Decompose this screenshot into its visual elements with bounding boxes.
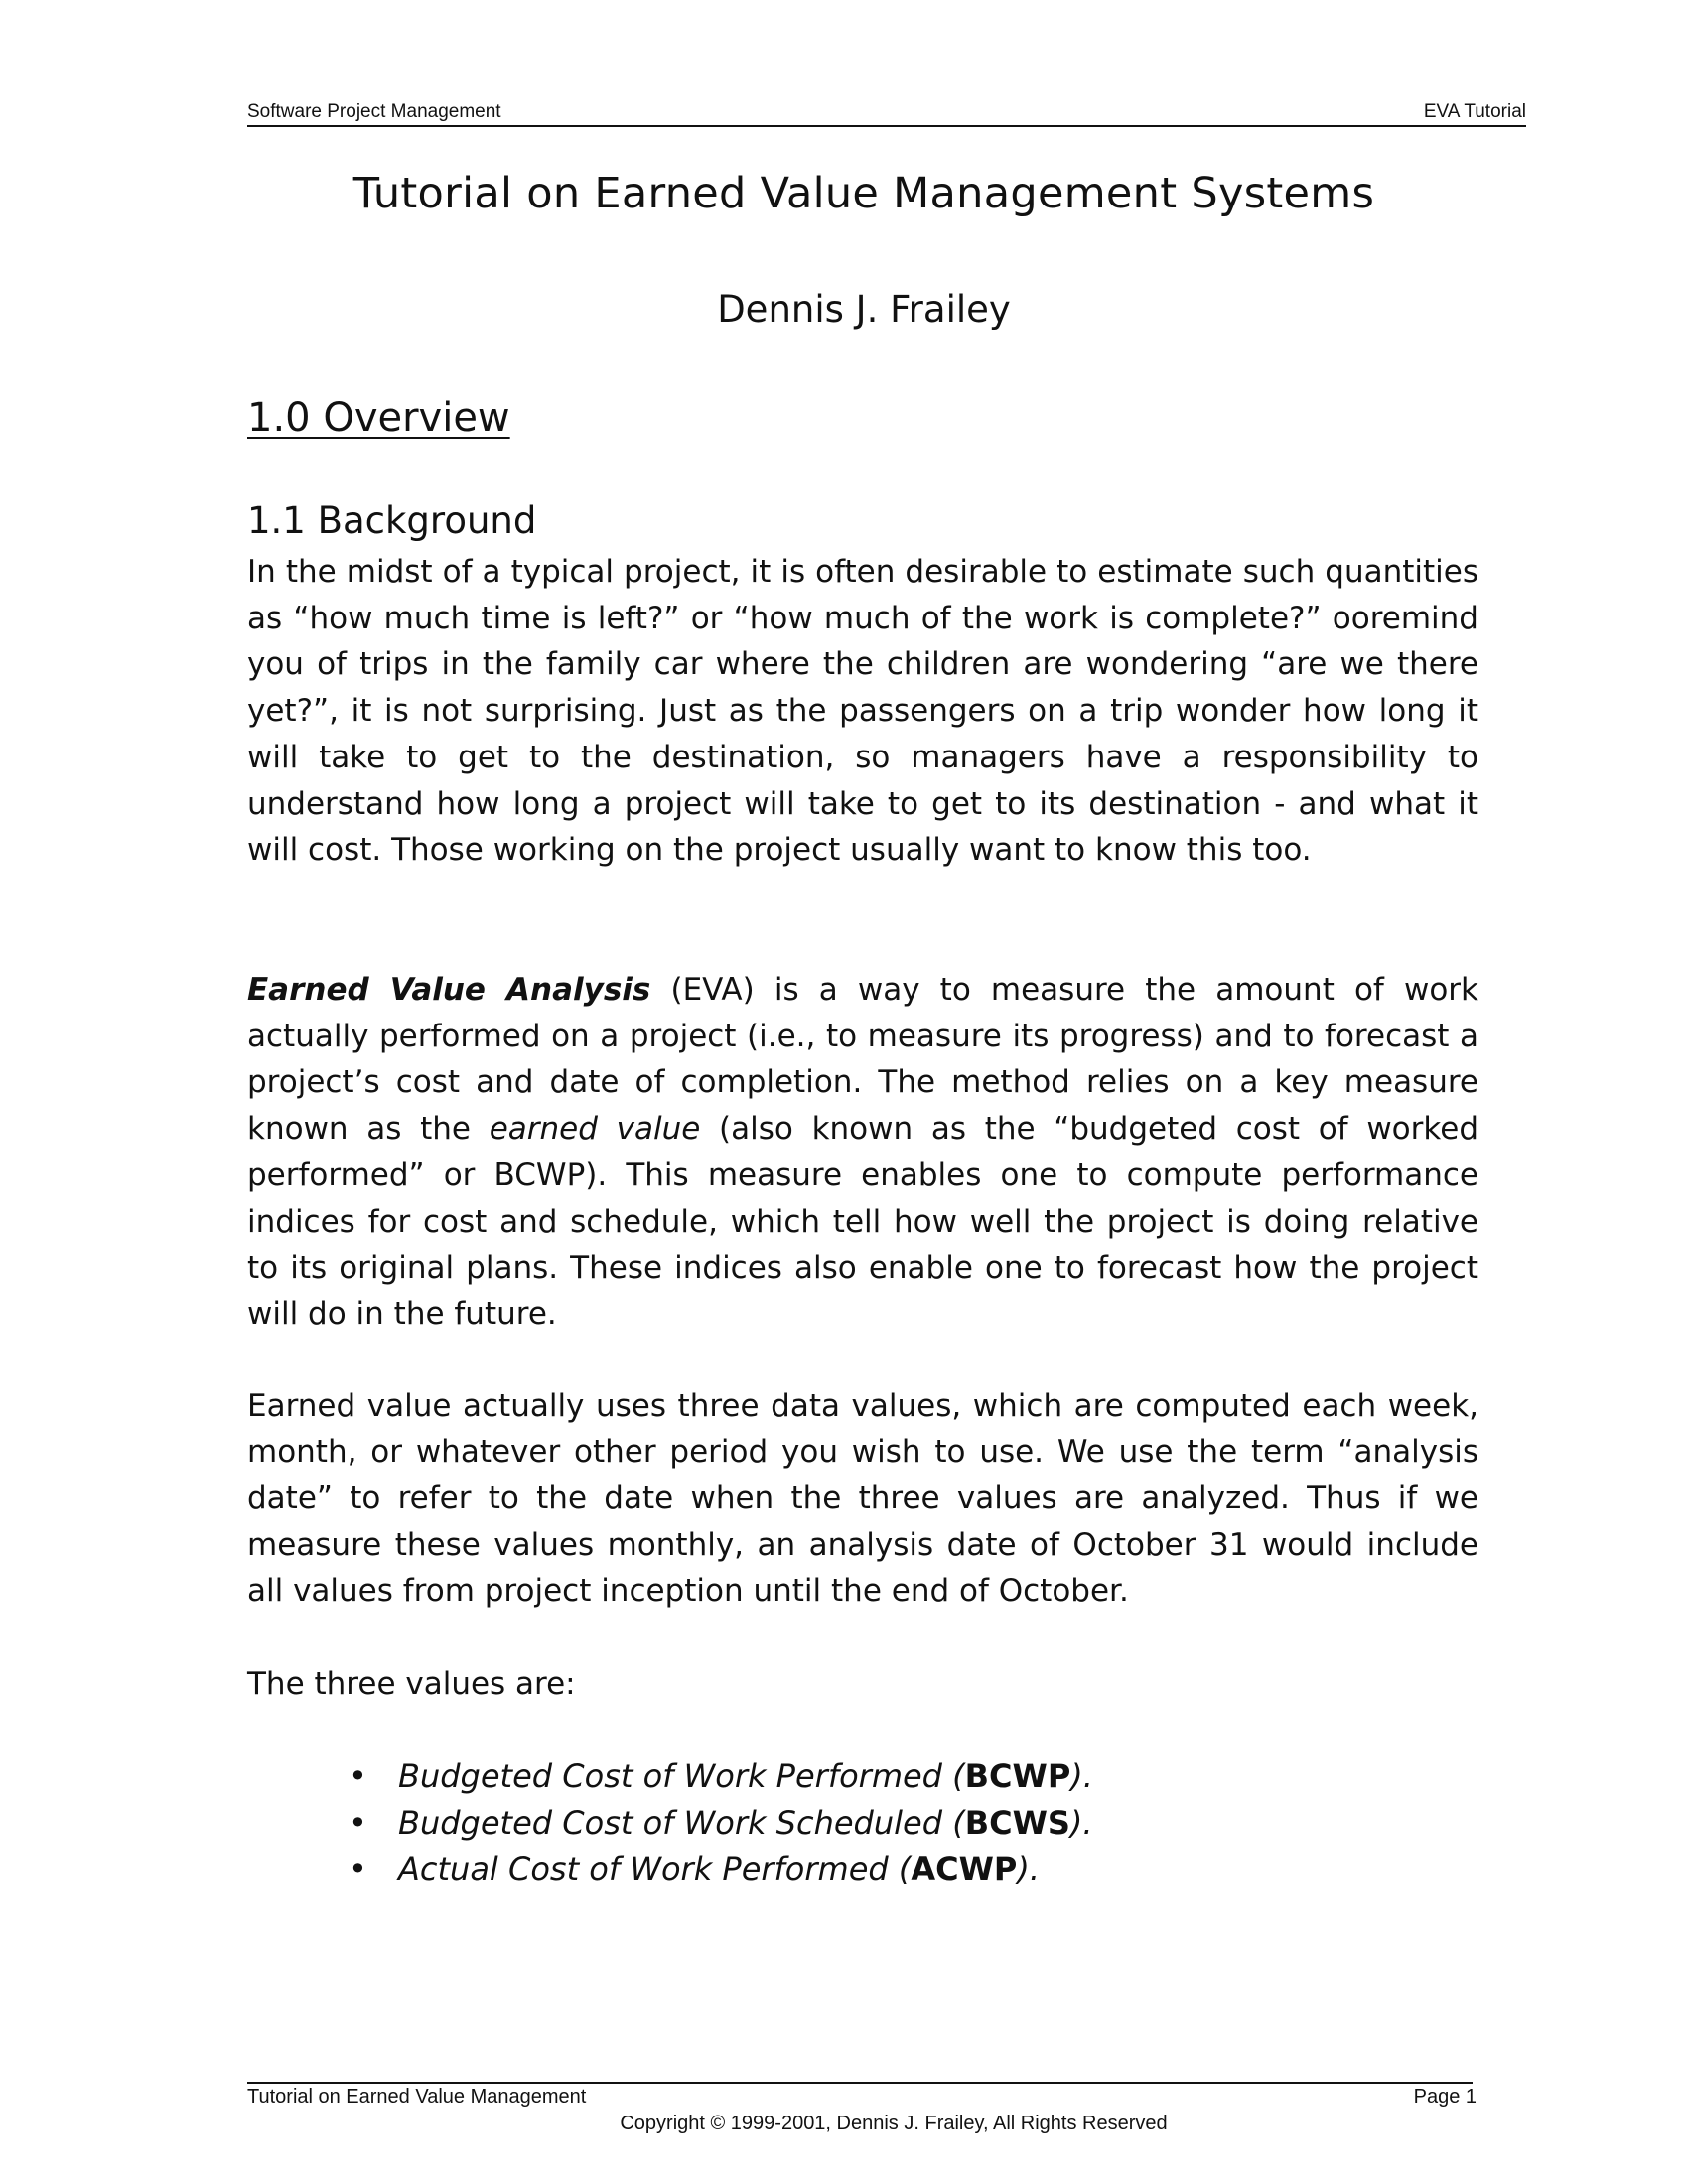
list-item-bcws (347, 1800, 1093, 1846)
paragraph-eva-text-1: (EVA) is a way to measure the amount of work actually performed on a project (i.e., to measure its progress) and to forecast a project’s cost and date of completion. The method relies on a key measure known as the (247, 972, 1478, 1148)
list-item-abbr: BCWP (964, 1757, 1071, 1795)
list-item-abbr: ACWP (911, 1850, 1018, 1888)
values-list (347, 1753, 1093, 1893)
page-number: Page 1 (1413, 2086, 1477, 2108)
paragraph-three-values-intro: The three values are: (247, 1666, 576, 1702)
list-item-bcwp (347, 1753, 1093, 1800)
paragraph-background: In the midst of a typical project, it is often desirable to estimate such quantities as “how much time is left?” or “how much of the work is complete?” ooremind you of trips in the family car where the children are wondering “are we there yet?”, it is not surprising. Just as the passengers on a trip wonder how long it will take to get to the destination, so managers have a responsibility to understand how long a project will take to get to its destination - and what it will cost. Those working on the project usually want to know this too. (247, 554, 1478, 869)
list-item-abbr: BCWS (964, 1804, 1070, 1842)
term-earned-value: earned value (489, 1111, 701, 1148)
list-item-acwp (347, 1846, 1093, 1893)
list-item-text: Actual Cost of Work Performed ( (398, 1850, 912, 1888)
list-item-suffix: ). (1069, 1804, 1093, 1842)
list-item-text: Budgeted Cost of Work Performed ( (398, 1757, 965, 1795)
document-title: Tutorial on Earned Value Management Systems (352, 169, 1375, 218)
paragraph-data-values: Earned value actually uses three data values, which are computed each week, month, or whatever other period you wish to use. We use the term “analysis date” to refer to the date when the three values are analyzed. Thus if we measure these values monthly, an analysis date of October 31 would include all values from project inception until the end of October. (247, 1388, 1478, 1609)
list-item-text: Budgeted Cost of Work Scheduled ( (398, 1804, 965, 1842)
document-author: Dennis J. Frailey (717, 288, 1011, 331)
footer-divider (247, 2082, 1473, 2084)
footer-copyright: Copyright © 1999-2001, Dennis J. Frailey, All Rights Reserved (620, 2113, 1168, 2134)
running-header (247, 99, 1526, 127)
term-earned-value-analysis: Earned Value Analysis (247, 972, 651, 1008)
bullet-marker: • (349, 1757, 367, 1795)
subsection-heading: 1.1 Background (247, 499, 537, 542)
bullet-marker: • (349, 1804, 367, 1842)
footer-left-text: Tutorial on Earned Value Management (247, 2086, 587, 2108)
paragraph-eva-definition (247, 967, 1478, 1338)
list-item-suffix: ). (1070, 1757, 1093, 1795)
header-left-text: Software Project Management (247, 101, 501, 122)
section-heading: 1.0 Overview (247, 395, 510, 441)
header-right-text: EVA Tutorial (1423, 101, 1526, 122)
bullet-marker: • (349, 1850, 367, 1888)
paragraph-eva-text-2: (also known as the “budgeted cost of worked performed” or BCWP). This measure enables one to compute performance indices for cost and schedule, which tell how well the project is doing relative to its original plans. These indices also enable one to forecast how the project will do in the future. (247, 1111, 1478, 1332)
list-item-suffix: ). (1017, 1850, 1041, 1888)
